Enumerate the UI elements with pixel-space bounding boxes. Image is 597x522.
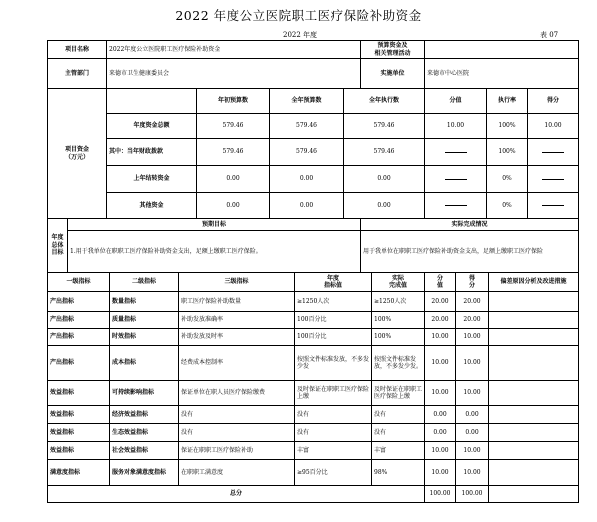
cell-text: 分 值 — [436, 274, 443, 289]
dept-value — [106, 58, 361, 89]
funds-row-label — [106, 113, 197, 139]
funds-cell — [196, 192, 270, 219]
funds-cell — [424, 192, 487, 219]
cell-text: 丰富 — [297, 446, 310, 454]
indicator-cell — [371, 441, 425, 460]
cell-text: 效益指标 — [50, 428, 75, 436]
cell-text: 20.00 — [431, 297, 449, 305]
cell-text: 10.00 — [463, 446, 481, 454]
indicator-cell — [455, 459, 489, 486]
cell-text: 及时保证在职职工医疗保险上缴 — [374, 385, 423, 400]
table-number: 表 07 — [540, 31, 559, 39]
cell-text: 其他资金 — [139, 201, 164, 209]
goals-section-label — [47, 218, 68, 273]
indicator-cell — [178, 311, 295, 329]
cell-text: 预算资金及 相关管理活动 — [374, 42, 411, 57]
cell-text: 一级指标 — [66, 278, 91, 286]
funds-cell — [424, 113, 487, 139]
cell-text: 没有 — [181, 410, 194, 418]
cell-text: 全年执行数 — [368, 97, 399, 105]
cell-text: 没有 — [374, 428, 387, 436]
dash-mark — [542, 152, 564, 153]
dash-mark — [542, 205, 564, 206]
cell-text: 2022年度公立医院职工医疗保险补助资金 — [109, 45, 221, 53]
indicator-cell — [178, 328, 295, 346]
indicator-cell — [488, 423, 579, 442]
indicator-header — [178, 272, 295, 292]
indicator-cell — [47, 328, 110, 346]
cell-text: ≥95百分比 — [297, 468, 328, 476]
page-title: 2022 年度公立医院职工医疗保险补助资金 — [175, 8, 422, 23]
cell-text: 100.00 — [429, 490, 451, 498]
indicator-cell — [371, 291, 425, 312]
funds-cell — [269, 138, 344, 166]
cell-text: 579.46 — [296, 122, 317, 130]
cell-text: 质量指标 — [112, 316, 137, 324]
funds-cell — [486, 165, 528, 193]
cell-text: 来德市中心医院 — [427, 69, 470, 77]
cell-text: 0.00 — [299, 175, 314, 183]
cell-text: 可持续影响指标 — [112, 389, 155, 397]
indicator-cell — [424, 405, 456, 424]
indicator-cell — [109, 291, 179, 312]
funds-cell — [196, 138, 270, 166]
cell-text: 满意度指标 — [50, 468, 81, 476]
indicator-cell — [424, 423, 456, 442]
cell-text: 10.00 — [431, 389, 449, 397]
indicator-cell — [455, 423, 489, 442]
cell-text: 没有 — [374, 410, 387, 418]
indicator-cell — [488, 311, 579, 329]
cell-text: 0% — [502, 175, 512, 183]
funds-cell — [343, 113, 425, 139]
cell-text: 时效指标 — [112, 333, 137, 341]
budget-dept-label — [360, 40, 425, 59]
total-score — [424, 485, 456, 503]
indicator-cell — [47, 311, 110, 329]
cell-text: 按照文件标准发放，不多发少发 — [297, 355, 370, 370]
indicator-cell — [109, 311, 179, 329]
funds-cell — [196, 165, 270, 193]
cell-text: 实施单位 — [380, 69, 405, 77]
funds-cell — [269, 113, 344, 139]
cell-text: 来德市卫生健康委员会 — [109, 69, 170, 77]
indicator-cell — [455, 345, 489, 381]
indicator-header — [424, 272, 456, 292]
cell-text: 产出指标 — [50, 333, 75, 341]
indicator-cell — [178, 405, 295, 424]
indicator-cell — [109, 405, 179, 424]
cell-text: 10.00 — [431, 468, 449, 476]
indicator-cell — [371, 405, 425, 424]
cell-text: 没有 — [297, 428, 310, 436]
indicator-header — [455, 272, 489, 292]
cell-text: 实际完成情况 — [451, 220, 488, 228]
indicator-cell — [455, 311, 489, 329]
cell-text: ≥1250人次 — [297, 297, 330, 305]
cell-text: 100% — [374, 333, 392, 341]
project-name-value — [106, 40, 361, 59]
project-name-label — [47, 40, 107, 59]
funds-cell — [269, 165, 344, 193]
cell-text: 20.00 — [463, 316, 481, 324]
cell-text: 丰富 — [374, 446, 387, 454]
indicator-cell — [371, 345, 425, 381]
indicator-cell — [455, 328, 489, 346]
cell-text: 保证单位在职人员医疗保险缴费 — [181, 389, 266, 397]
indicator-cell — [294, 328, 372, 346]
indicator-cell — [371, 380, 425, 406]
indicator-cell — [109, 423, 179, 442]
cell-text: 上年结转资金 — [133, 175, 170, 183]
cell-text: 10.00 — [544, 122, 562, 130]
cell-text: 经济效益指标 — [112, 410, 149, 418]
cell-text: 年初预算数 — [217, 97, 248, 105]
indicator-header — [488, 272, 579, 292]
cell-text: 0.00 — [377, 175, 391, 183]
total-label — [47, 485, 425, 503]
indicator-header — [371, 272, 425, 292]
indicator-cell — [455, 291, 489, 312]
cell-text: 执行率 — [497, 97, 516, 105]
cell-text: 年度 总体 目标 — [51, 234, 64, 257]
dash-mark — [445, 179, 467, 180]
indicator-cell — [294, 405, 372, 424]
cell-text: 10.00 — [463, 389, 481, 397]
total-got — [455, 485, 489, 503]
funds-header — [196, 88, 270, 114]
cell-text: 补助发放及时率 — [181, 333, 224, 341]
cell-text: 主管部门 — [64, 69, 89, 77]
actual-goal-text — [360, 230, 579, 273]
cell-text: 产出指标 — [50, 297, 75, 305]
cell-text: 得分 — [546, 97, 559, 105]
cell-text: ≥1250人次 — [374, 297, 407, 305]
cell-text: 总分 — [229, 490, 242, 498]
cell-text: 100百分比 — [297, 333, 327, 341]
indicator-cell — [47, 405, 110, 424]
cell-text: 项目名称 — [64, 45, 89, 53]
cell-text: 20.00 — [431, 316, 449, 324]
cell-text: 产出指标 — [50, 316, 75, 324]
impl-label — [360, 58, 425, 89]
indicator-cell — [109, 328, 179, 346]
funds-cell — [486, 192, 528, 219]
dash-mark — [542, 179, 564, 180]
cell-text: 成本指标 — [112, 359, 137, 367]
indicator-cell — [294, 291, 372, 312]
cell-text: 效益指标 — [50, 410, 75, 418]
indicator-header — [109, 272, 179, 292]
indicator-cell — [109, 441, 179, 460]
indicator-cell — [371, 328, 425, 346]
cell-text: 10.00 — [463, 333, 481, 341]
expected-goal-text — [67, 230, 361, 273]
cell-text: 全年预算数 — [291, 97, 322, 105]
cell-text: 0.00 — [433, 428, 447, 436]
funds-row-label — [106, 165, 197, 193]
cell-text: 年度资金总额 — [133, 122, 170, 130]
funds-header — [269, 88, 344, 114]
cell-text: 0.00 — [226, 175, 240, 183]
cell-text: 其中：当年财政拨款 — [109, 148, 164, 156]
cell-text: 100.00 — [461, 490, 483, 498]
cell-text: 分值 — [449, 97, 462, 105]
funds-header — [424, 88, 487, 114]
funds-row-label — [106, 138, 197, 166]
indicator-cell — [488, 405, 579, 424]
indicator-cell — [294, 441, 372, 460]
indicator-cell — [424, 441, 456, 460]
total-blank — [488, 485, 579, 503]
indicator-cell — [455, 380, 489, 406]
cell-text: 100% — [374, 316, 392, 324]
funds-row-label — [106, 192, 197, 219]
cell-text: 10.00 — [431, 446, 449, 454]
indicator-cell — [488, 380, 579, 406]
indicator-cell — [371, 459, 425, 486]
funds-cell — [196, 113, 270, 139]
indicator-header — [47, 272, 110, 292]
cell-text: 20.00 — [463, 297, 481, 305]
cell-text: 职工医疗保险补助数量 — [181, 297, 242, 305]
indicator-cell — [488, 291, 579, 312]
indicator-cell — [424, 380, 456, 406]
indicator-cell — [371, 311, 425, 329]
indicator-cell — [424, 311, 456, 329]
indicator-cell — [455, 405, 489, 424]
cell-text: 10.00 — [463, 359, 481, 367]
cell-text: 579.46 — [222, 122, 244, 130]
cell-text: 0.00 — [377, 201, 391, 209]
year-label: 2022 年度 — [283, 31, 318, 39]
funds-cell — [343, 165, 425, 193]
indicator-cell — [424, 328, 456, 346]
cell-text: 按照文件标准发放，不多发少发。 — [374, 355, 423, 370]
indicator-cell — [47, 291, 110, 312]
cell-text: 经费成本控制率 — [181, 359, 224, 367]
impl-value — [424, 58, 579, 89]
cell-text: 0.00 — [299, 201, 314, 209]
indicator-cell — [109, 459, 179, 486]
cell-text: 服务对象满意度指标 — [112, 468, 167, 476]
funds-header — [527, 88, 579, 114]
funds-cell — [527, 165, 579, 193]
cell-text: 579.46 — [373, 122, 395, 130]
indicator-cell — [294, 459, 372, 486]
indicator-cell — [109, 380, 179, 406]
indicator-cell — [47, 380, 110, 406]
cell-text: 10.00 — [446, 122, 465, 130]
cell-text: 保证在职职工医疗保险补助 — [181, 446, 254, 454]
indicator-header — [294, 272, 372, 292]
cell-text: 没有 — [297, 410, 310, 418]
funds-section-label — [47, 88, 107, 219]
indicator-cell — [294, 311, 372, 329]
indicator-cell — [294, 380, 372, 406]
budget-dept-value — [424, 40, 579, 59]
funds-cell — [343, 192, 425, 219]
funds-cell — [424, 138, 487, 166]
indicator-cell — [47, 423, 110, 442]
cell-text: 数量指标 — [112, 297, 137, 305]
cell-text: 预期目标 — [201, 220, 226, 228]
cell-text: 年度 指标值 — [323, 274, 342, 289]
cell-text: 没有 — [181, 428, 194, 436]
dash-mark — [445, 205, 467, 206]
cell-text: 补助发放准确率 — [181, 316, 224, 324]
cell-text: 0.00 — [226, 201, 240, 209]
cell-text: 579.46 — [296, 148, 317, 156]
cell-text: 三级指标 — [224, 278, 249, 286]
cell-text: 项目资金 （万元） — [64, 146, 89, 161]
indicator-cell — [178, 345, 295, 381]
cell-text: 在职职工满意度 — [181, 468, 224, 476]
cell-text: 产出指标 — [50, 359, 75, 367]
indicator-cell — [424, 459, 456, 486]
funds-cell — [343, 138, 425, 166]
cell-text: 579.46 — [222, 148, 244, 156]
cell-text: 效益指标 — [50, 389, 75, 397]
indicator-cell — [178, 441, 295, 460]
cell-text: 0.00 — [465, 410, 479, 418]
dept-label — [47, 58, 107, 89]
funds-cell — [486, 138, 528, 166]
funds-cell — [269, 192, 344, 219]
indicator-cell — [371, 423, 425, 442]
cell-text: 二级指标 — [131, 278, 156, 286]
indicator-cell — [178, 459, 295, 486]
cell-text: 100% — [498, 122, 516, 130]
indicator-cell — [488, 345, 579, 381]
funds-cell — [527, 113, 579, 139]
indicator-cell — [294, 345, 372, 381]
indicator-cell — [455, 441, 489, 460]
cell-text: 1.用于我单位在职职工医疗保险补助资金支出，足额上缴职工医疗保险。 — [70, 247, 262, 255]
indicator-cell — [47, 459, 110, 486]
indicator-cell — [424, 291, 456, 312]
funds-cell — [486, 113, 528, 139]
indicator-cell — [47, 441, 110, 460]
cell-text: 生态效益指标 — [112, 428, 149, 436]
cell-text: 实际 完成值 — [388, 274, 407, 289]
cell-text: 0% — [502, 201, 512, 209]
cell-text: 及时保证在职职工医疗保险上缴 — [297, 385, 370, 400]
indicator-cell — [178, 291, 295, 312]
indicator-cell — [488, 441, 579, 460]
cell-text: 效益指标 — [50, 446, 75, 454]
funds-cell — [527, 192, 579, 219]
cell-text: 用于我单位在职职工医疗保险补助资金支出，足额上缴职工医疗保险 — [363, 247, 544, 255]
funds-header — [343, 88, 425, 114]
funds-header — [486, 88, 528, 114]
funds-cell — [527, 138, 579, 166]
cell-text: 100百分比 — [297, 316, 327, 324]
indicator-cell — [178, 380, 295, 406]
indicator-cell — [294, 423, 372, 442]
cell-text: 偏差原因分析及改进措施 — [500, 278, 567, 286]
indicator-cell — [488, 459, 579, 486]
indicator-cell — [424, 345, 456, 381]
indicator-cell — [488, 328, 579, 346]
indicator-cell — [109, 345, 179, 381]
cell-text: 98% — [374, 468, 388, 476]
funds-cell — [424, 165, 487, 193]
cell-text: 10.00 — [431, 333, 449, 341]
cell-text: 社会效益指标 — [112, 446, 149, 454]
cell-text: 10.00 — [463, 468, 481, 476]
cell-text: 10.00 — [431, 359, 449, 367]
cell-text: 得 分 — [468, 274, 475, 289]
cell-text: 579.46 — [373, 148, 395, 156]
cell-text: 100% — [498, 148, 516, 156]
dash-mark — [445, 152, 467, 153]
cell-text: 0.00 — [433, 410, 447, 418]
indicator-cell — [178, 423, 295, 442]
funds-header-blank — [106, 88, 197, 114]
cell-text: 0.00 — [465, 428, 479, 436]
indicator-cell — [47, 345, 110, 381]
